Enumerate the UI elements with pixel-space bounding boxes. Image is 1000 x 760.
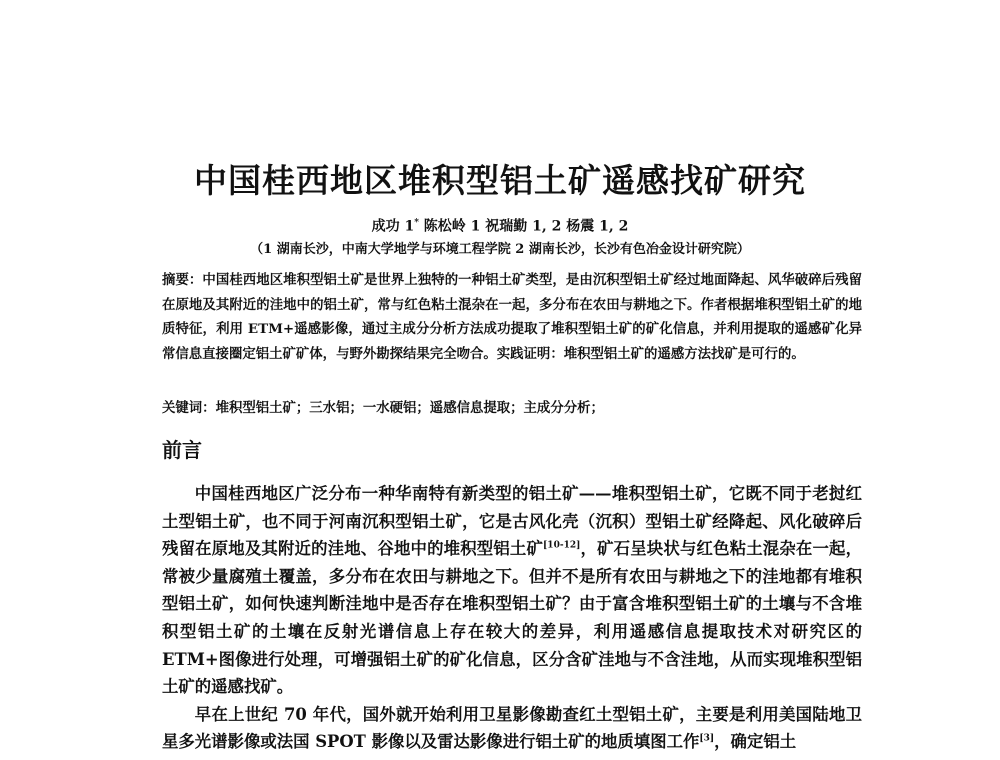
author-rest: 陈松岭 1 祝瑞勤 1, 2 杨震 1, 2 xyxy=(418,218,629,235)
paragraph-text: ，确定铝土 xyxy=(714,732,797,752)
paragraph xyxy=(162,701,862,756)
keywords-text: 堆积型铝土矿；三水铝；一水硬铝；遥感信息提取；主成分分析； xyxy=(215,400,604,416)
citation-reference: [3] xyxy=(699,733,715,744)
author-affiliations: （1 湖南长沙，中南大学地学与环境工程学院 2 湖南长沙，长沙有色冶金设计研究院） xyxy=(250,242,750,257)
paragraph-text: ，矿石呈块状与红色粘土混杂在一起，常被少量腐殖土覆盖，多分布在农田与耕地之下。但并不是所有农田与耕地之下的洼地都有堆积型铝土矿，如何快速判断洼地中是否存在堆积型铝土矿？由于富含堆积型铝土矿的土壤与不含堆积型铝土矿的土壤在反射光谱信息上存在较大的差异，利用遥感信息提取技术对研究区的 ETM+图像进行处理，可增强铝土矿的矿化信息，区分含矿洼地与不含洼地，从而实现堆积型铝土矿的遥感找矿。 xyxy=(162,539,863,697)
paragraph-text: 早在上世纪 70 年代，国外就开始利用卫星影像勘查红土型铝土矿，主要是利用美国陆地卫星多光谱影像或法国 SPOT 影像以及雷达影像进行铝土矿的地质填图工作 xyxy=(162,704,862,752)
section-heading-introduction: 前言 xyxy=(162,438,202,462)
author-first: 成功 1 xyxy=(371,218,415,235)
keywords-label: 关键词： xyxy=(162,400,216,416)
paragraph-text: 中国桂西地区广泛分布一种华南特有新类型的铝土矿——堆积型铝土矿，它既不同于老挝红土型铝土矿，也不同于河南沉积型铝土矿，它是古风化壳（沉积）型铝土矿经降起、风化破碎后残留在原地及其附近的洼地、谷地中的堆积型铝土矿 xyxy=(162,484,862,559)
keywords xyxy=(162,397,862,419)
abstract-text: 中国桂西地区堆积型铝土矿是世界上独特的一种铝土矿类型，是由沉积型铝土矿经过地面降起、风华破碎后残留在原地及其附近的洼地中的铝土矿，常与红色粘土混杂在一起，多分布在农田与耕地之下。作者根据堆积型铝土矿的地质特征，利用 ETM+遥感影像，通过主成分分析方法成功提取了堆积型铝土矿的矿化信息，并利用提取的遥感矿化异常信息直接圈定铝土矿矿体，与野外勘探结果完全吻合。实践证明：堆积型铝土矿的遥感方法找矿是可行的。 xyxy=(162,272,862,362)
corresponding-author-mark: * xyxy=(414,218,419,228)
paper-title: 中国桂西地区堆积型铝土矿遥感找矿研究 xyxy=(194,161,806,200)
abstract xyxy=(162,268,862,366)
citation-reference: [10-12] xyxy=(543,540,581,551)
body-text xyxy=(162,480,862,756)
author-list xyxy=(0,213,1000,237)
paragraph xyxy=(162,480,862,701)
abstract-label: 摘要： xyxy=(162,272,203,288)
